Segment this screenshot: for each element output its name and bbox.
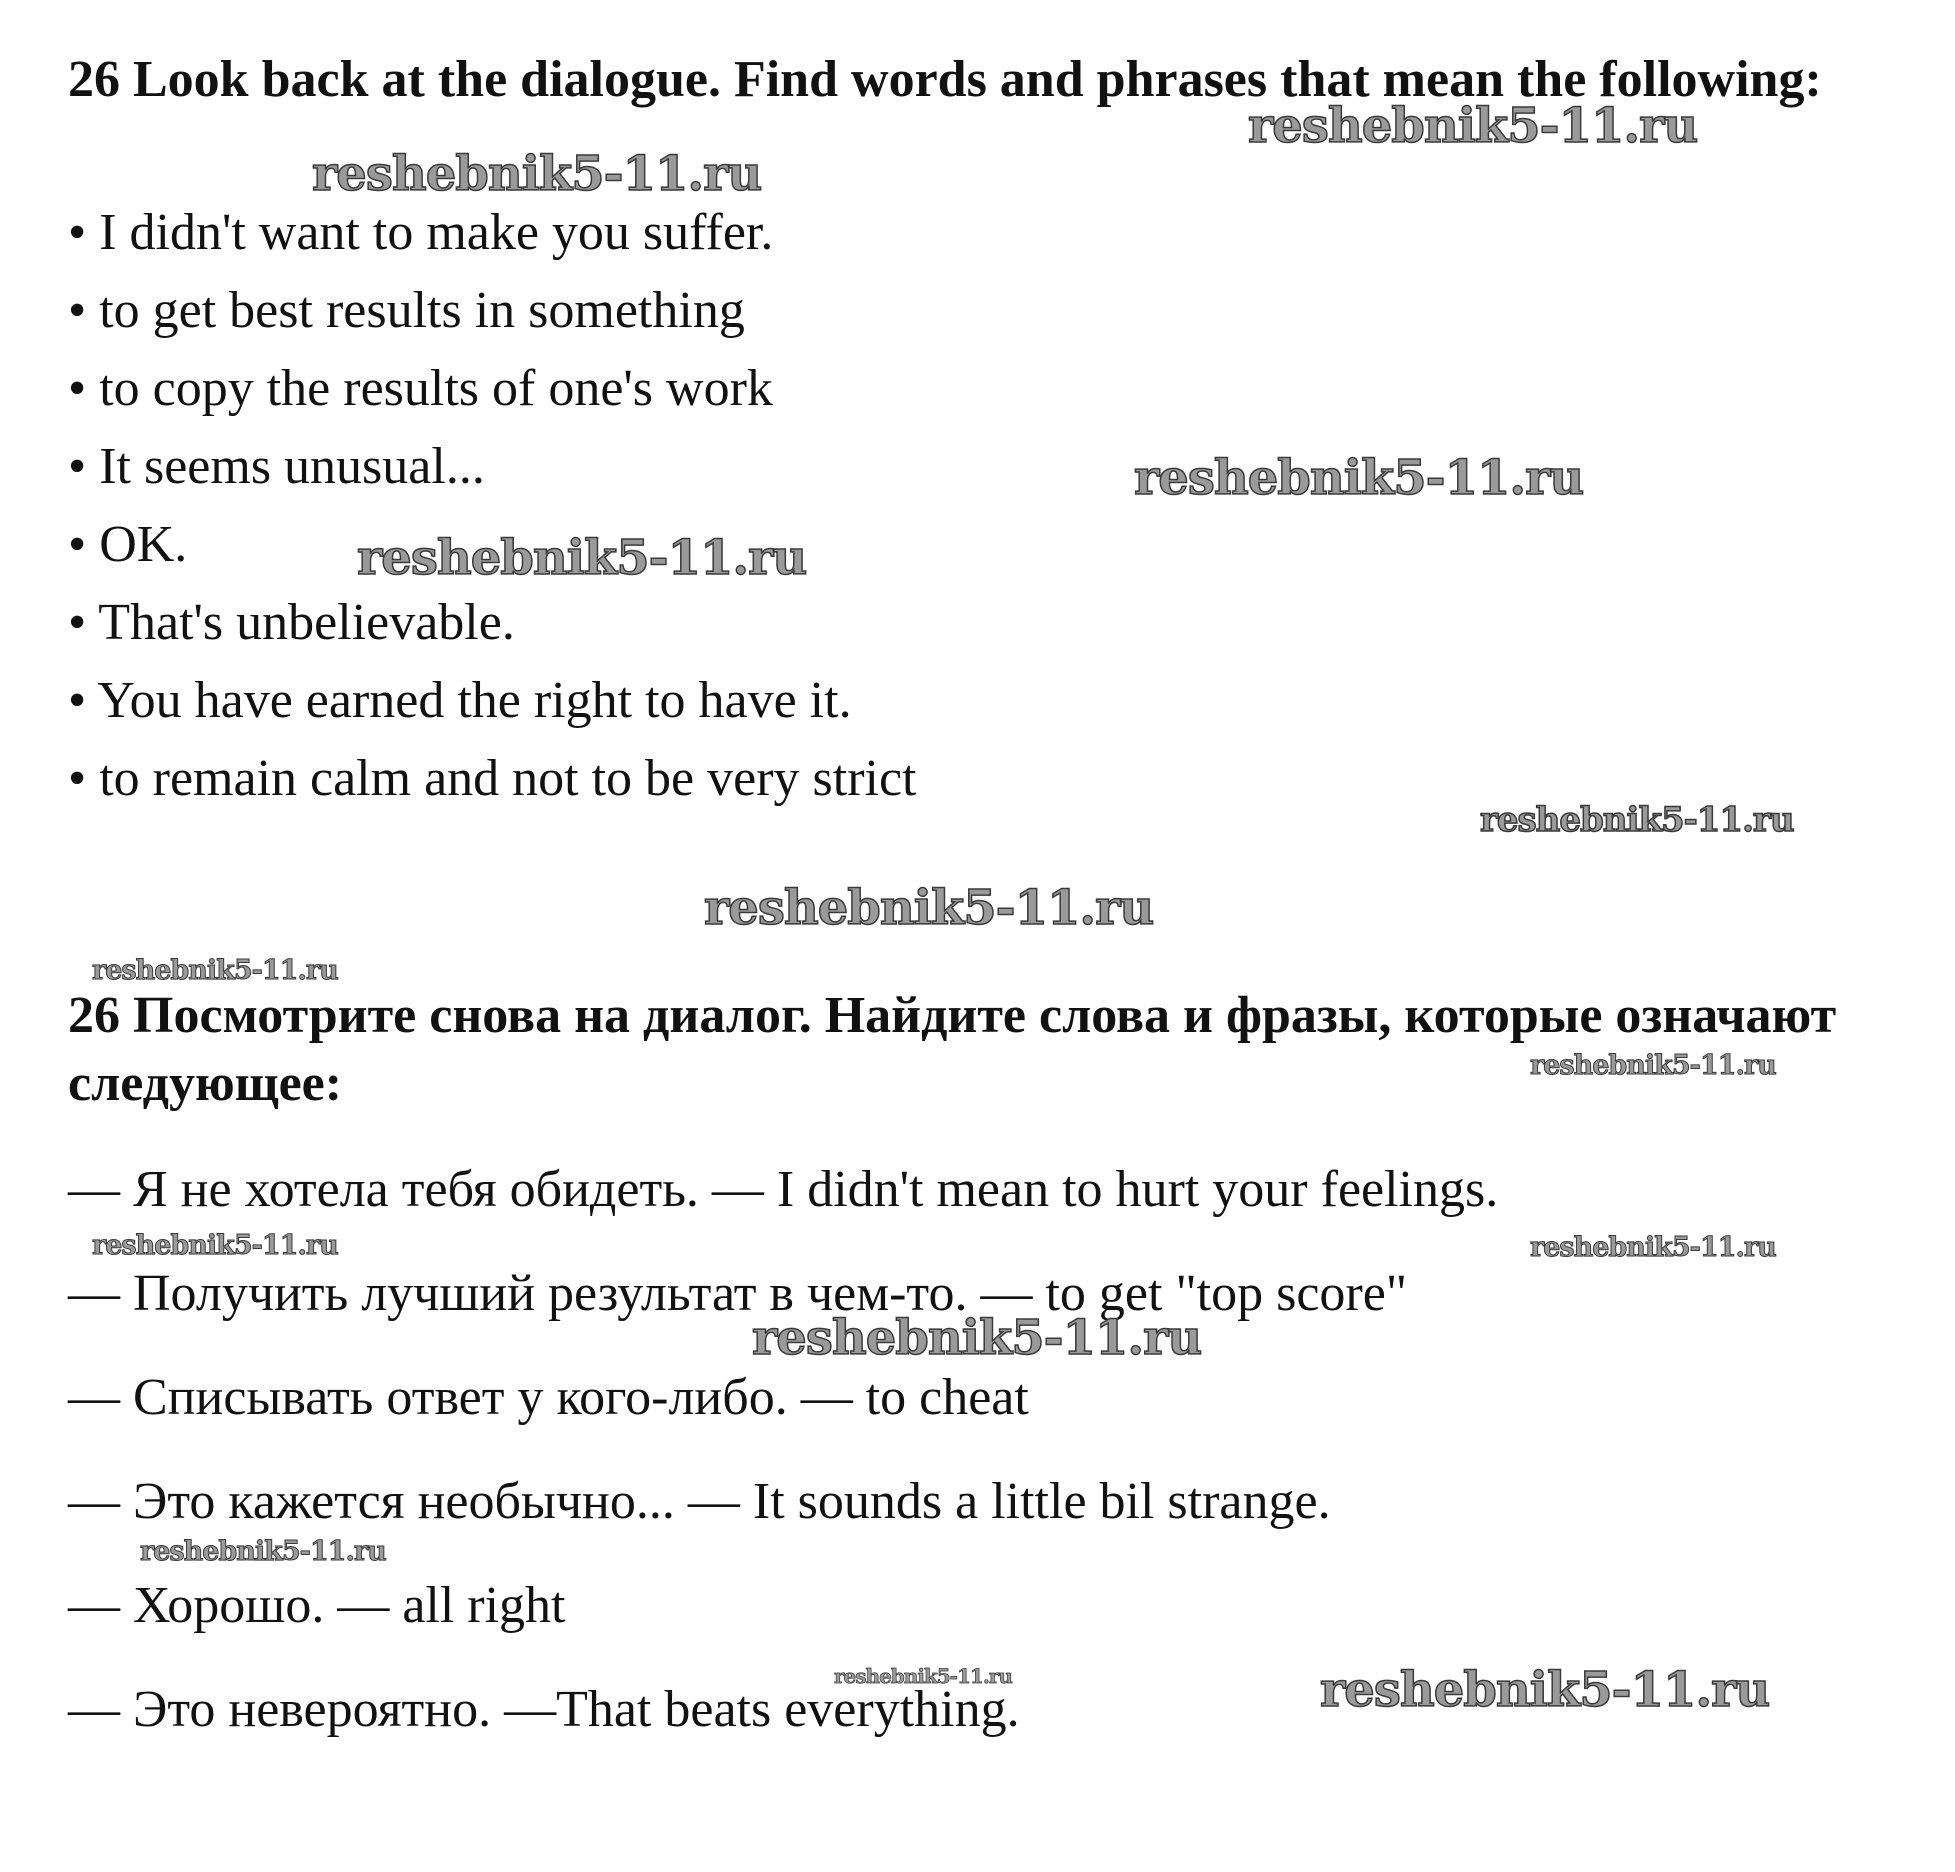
list-item: • to remain calm and not to be very strict [68,750,917,807]
answer-line: — Это кажется необычно... — It sounds a little bil strange. [68,1473,1331,1530]
exercise-heading-en: 26 Look back at the dialogue. Find words and phrases that mean the following: [68,51,1822,108]
list-item: • I didn't want to make you suffer. [68,204,774,261]
answer-line: — Получить лучший результат в чем-то. — to get "top score" [68,1265,1408,1322]
list-item: • That's unbelievable. [68,594,515,651]
watermark: reshebnik5-11.ru [1480,800,1794,840]
exercise-heading-ru: 26 Посмотрите снова на диалог. Найдите слова и фразы, которые означают следующее: [68,987,1837,1112]
list-item: • to copy the results of one's work [68,360,773,417]
watermark: reshebnik5-11.ru [1248,98,1698,154]
watermark: reshebnik5-11.ru [704,880,1154,936]
watermark: reshebnik5-11.ru [1320,1662,1770,1718]
watermark: reshebnik5-11.ru [1530,1232,1776,1263]
list-item: • It seems unusual... [68,438,485,495]
watermark: reshebnik5-11.ru [834,1664,1012,1688]
watermark: reshebnik5-11.ru [752,1310,1202,1366]
answer-line: — Хорошо. — all right [68,1577,566,1634]
watermark: reshebnik5-11.ru [1530,1050,1776,1081]
watermark: reshebnik5-11.ru [140,1536,386,1567]
answer-line: — Это невероятно. —That beats everything. [68,1681,1020,1738]
watermark: reshebnik5-11.ru [92,1230,338,1261]
answer-line: — Я не хотела тебя обидеть. — I didn't mean to hurt your feelings. [68,1161,1499,1218]
list-item: • OK. [68,516,188,573]
watermark: reshebnik5-11.ru [92,955,338,986]
watermark: reshebnik5-11.ru [312,146,762,202]
list-item: • to get best results in something [68,282,745,339]
list-item: • You have earned the right to have it. [68,672,852,729]
watermark: reshebnik5-11.ru [357,530,807,586]
answer-line: — Списывать ответ у кого-либо. — to cheat [68,1369,1029,1426]
watermark: reshebnik5-11.ru [1134,450,1584,506]
